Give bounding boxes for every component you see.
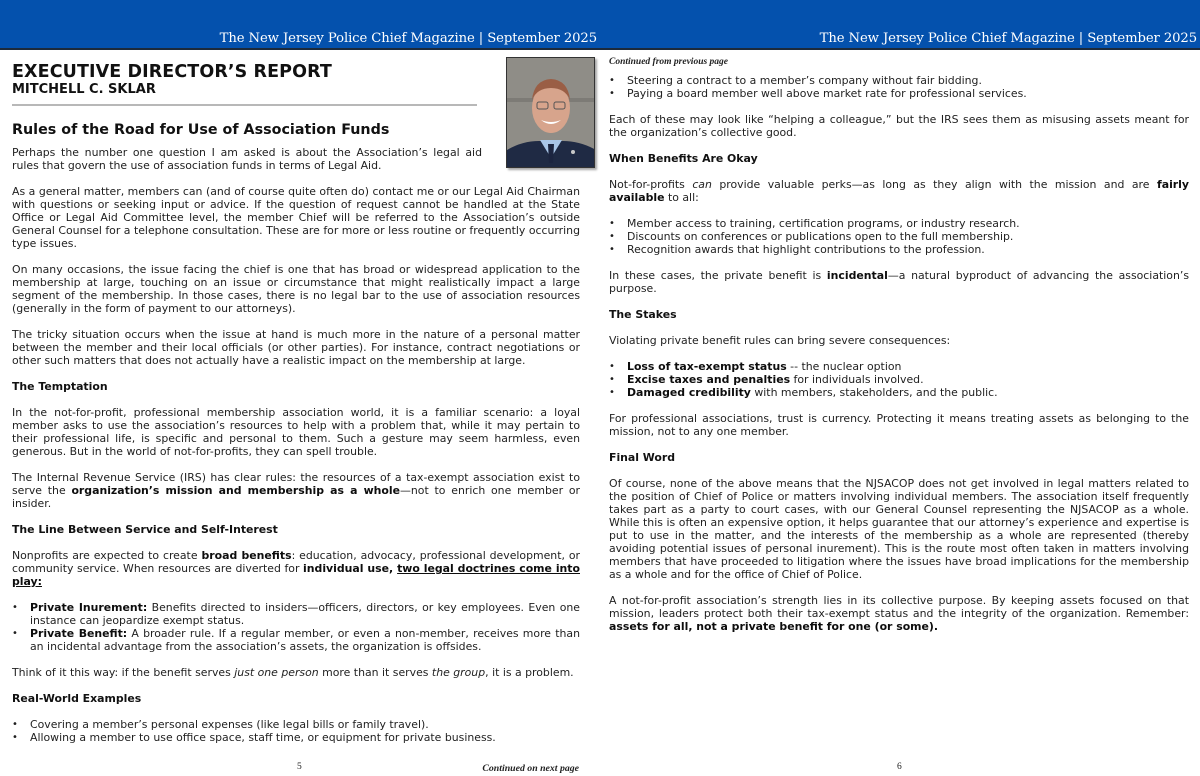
bold-term: Loss of tax-exempt status xyxy=(627,360,787,373)
text-run: , it is a problem. xyxy=(485,666,574,679)
paragraph xyxy=(609,178,1189,204)
page-number-5: 5 xyxy=(297,762,302,772)
paragraph xyxy=(609,269,1189,295)
list-item xyxy=(12,601,580,627)
doctrines-list xyxy=(12,601,580,653)
paragraph: The tricky situation occurs when the issue at hand is much more in the nature of a personal matter between the member and their local officials (or other parties). For instance, contract negotiations or other such matters that does not actually have a realistic impact on the membership at large. xyxy=(12,328,580,367)
paragraph xyxy=(12,666,580,679)
stakes-list xyxy=(609,360,1189,399)
text-run: for individuals involved. xyxy=(790,373,924,386)
bold-text: broad benefits xyxy=(201,549,292,562)
section-heading-line-between: The Line Between Service and Self-Interest xyxy=(12,523,278,536)
paragraph: Violating private benefit rules can bring severe consequences: xyxy=(609,334,951,347)
bold-text: incidental xyxy=(826,269,888,282)
text-run: In these cases, the private benefit is xyxy=(609,269,827,282)
paragraph: As a general matter, members can (and of course quite often do) contact me or our Legal Aid Chairman with questions or seeking input or advice. If the question of request cannot be handled at the State Office or Legal Aid Committee level, the member Chief will be referred to the Association’s outside General Counsel for a telephone consultation. These are for more or less routine or frequently occurring type issues. xyxy=(12,185,580,250)
bold-text: organization’s mission and membership as a whole xyxy=(71,484,401,497)
list-item: • Member access to training, certification programs, or industry research. xyxy=(609,217,1189,230)
text-run: The Internal Revenue Service (IRS) has clear rules: the resources of a tax-exempt association exist to serve the xyxy=(12,471,580,497)
continued-from-previous-page: Continued from previous page xyxy=(609,57,729,67)
list-item xyxy=(609,373,1189,386)
list-item: • Allowing a member to use office space, staff time, or equipment for private business. xyxy=(12,731,580,744)
list-item: • Discounts on conferences or publications open to the full membership. xyxy=(609,230,1189,243)
list-item: • Paying a board member well above market rate for professional services. xyxy=(609,87,1189,100)
paragraph xyxy=(12,549,580,588)
section-heading-temptation: The Temptation xyxy=(12,380,108,393)
page-number-6: 6 xyxy=(897,762,902,772)
text-run: —not to enrich one member or insider. xyxy=(12,484,581,510)
section-heading-examples: Real-World Examples xyxy=(12,692,142,705)
paragraph: For professional associations, trust is currency. Protecting it means treating assets as belonging to the mission, not to any one member. xyxy=(609,412,1189,438)
paragraph: In the not-for-profit, professional membership association world, it is a familiar scenario: a loyal member asks to use the association’s resources to help with a problem that, while it may pertain to their professional life, is specific and personal to them. Such a gesture may seem harmless, even generous. But in the world of not-for-profits, they can spell trouble. xyxy=(12,406,580,458)
list-item: • Recognition awards that highlight contributions to the profession. xyxy=(609,243,1189,256)
text-run: Think of it this way: if the benefit serves xyxy=(12,666,235,679)
bold-term: Excise taxes and penalties xyxy=(627,373,791,386)
section-heading-stakes: The Stakes xyxy=(609,308,677,321)
underlined-bold-text: two legal doctrines come into play: xyxy=(12,562,580,588)
text-run: more than it serves xyxy=(318,666,432,679)
left-banner-title: The New Jersey Police Chief Magazine | September 2025 xyxy=(219,31,597,46)
bold-term: Damaged credibility xyxy=(627,386,751,399)
left-header-banner xyxy=(0,0,600,50)
paragraph xyxy=(609,594,1189,633)
list-item xyxy=(609,360,1189,373)
report-title: EXECUTIVE DIRECTOR’S REPORT xyxy=(12,62,332,82)
section-heading-final-word: Final Word xyxy=(609,451,676,464)
text-run: Benefits directed to insiders—officers, directors, or key employees. Even one instance can jeopardize exempt status. xyxy=(30,601,580,627)
paragraph xyxy=(12,471,580,510)
page-5 xyxy=(0,52,600,776)
bold-text: fairly available xyxy=(609,178,1190,204)
text-run: -- the nuclear option xyxy=(786,360,902,373)
bold-term: Private Benefit: xyxy=(30,627,128,640)
article-title: Rules of the Road for Use of Association Funds xyxy=(12,122,390,138)
text-run: Nonprofits are expected to create xyxy=(12,549,202,562)
bold-text: individual use, xyxy=(303,562,398,575)
title-divider xyxy=(12,104,477,106)
text-run: A broader rule. If a regular member, or even a non-member, receives more than an incidental advantage from the association’s assets, the organization is offsides. xyxy=(30,627,580,653)
text-run: Not-for-profits xyxy=(609,178,693,191)
bold-term: Private Inurement: xyxy=(30,601,148,614)
italic-text: can xyxy=(692,178,712,191)
italic-text: the group xyxy=(431,666,486,679)
italic-text: just one person xyxy=(234,666,319,679)
text-run: with members, stakeholders, and the public. xyxy=(750,386,998,399)
perks-list xyxy=(609,217,1189,256)
paragraph: Of course, none of the above means that the NJSACOP does not get involved in legal matters related to the position of Chief of Police or matters involving individual members. The association itself frequently takes part as a party to court cases, with our General Counsel representing the NJSACOP as a whole. While this is often an expensive option, it helps guarantee that our attorney’s experience and expertise is put to use in the matter, and the interests of the membership as a whole are represented (thereby avoiding potential issues of personal inurement). This is the route most often taken in matters involving members that have proceeded to litigation where the issues have broad implications for the membership as a whole and for the office of Chief of Police. xyxy=(609,477,1189,581)
page-6-content xyxy=(609,56,1189,646)
text-run: A not-for-profit association’s strength lies in its collective purpose. By keeping assets focused on that mission, leaders protect both their tax-exempt status and the integrity of the organization. Remember: xyxy=(609,594,1189,620)
text-run: to all: xyxy=(664,191,699,204)
continued-on-next-page: Continued on next page xyxy=(482,763,579,774)
page-5-content xyxy=(12,62,580,757)
list-item xyxy=(609,386,1189,399)
list-item xyxy=(12,627,580,653)
page-6 xyxy=(600,52,1200,776)
examples-list xyxy=(12,718,580,744)
paragraph: On many occasions, the issue facing the chief is one that has broad or widespread application to the membership at large, touching on an issue or circumstance that might realistically impact a large segment of the membership. In those cases, there is no legal bar to the use of association resources (generally in the form of payment to our attorneys). xyxy=(12,263,580,315)
author-name: MITCHELL C. SKLAR xyxy=(12,82,156,97)
text-run: —a natural byproduct of advancing the association’s purpose. xyxy=(609,269,1189,295)
list-item: • Covering a member’s personal expenses (like legal bills or family travel). xyxy=(12,718,580,731)
right-banner-title: The New Jersey Police Chief Magazine | September 2025 xyxy=(819,31,1197,46)
paragraph: Perhaps the number one question I am asked is about the Association’s legal aid rules that govern the use of association funds in terms of Legal Aid. xyxy=(12,146,482,172)
text-run: : education, advocacy, professional development, or community service. When resources are diverted for xyxy=(12,549,580,575)
bold-text: assets for all, not a private benefit for one (or some). xyxy=(609,620,939,633)
section-heading-benefits-okay: When Benefits Are Okay xyxy=(609,152,758,165)
examples-continued-list xyxy=(609,74,1189,100)
text-run: provide valuable perks—as long as they align with the mission and are xyxy=(711,178,1157,191)
paragraph: Each of these may look like “helping a colleague,” but the IRS sees them as misusing assets meant for the organization’s collective good. xyxy=(609,113,1189,139)
list-item: • Steering a contract to a member’s company without fair bidding. xyxy=(609,74,1189,87)
right-header-banner xyxy=(600,0,1200,50)
